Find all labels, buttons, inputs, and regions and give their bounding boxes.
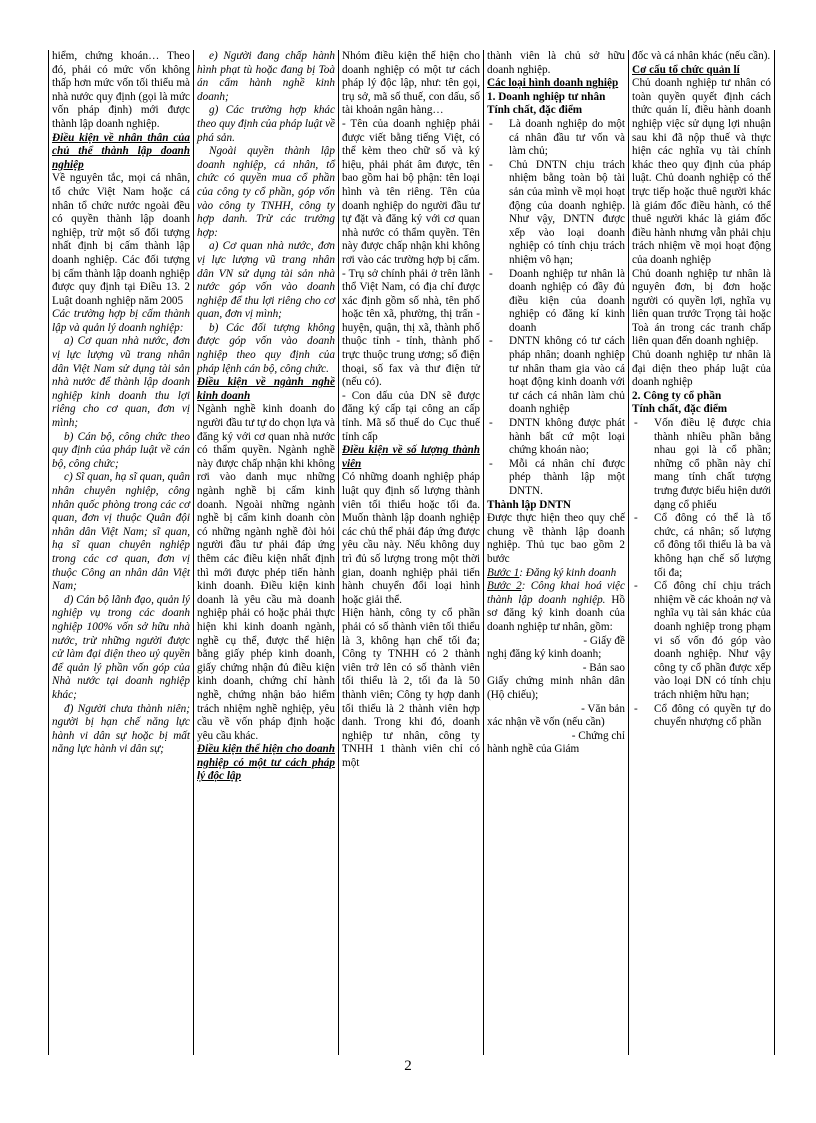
list-item: Giấy chứng minh nhân dân (Hộ chiếu); [487, 675, 625, 701]
paragraph: - Tên của doanh nghiệp phải được viết bằng tiếng Việt, có thể kèm theo chữ số và ký hiệu, phải phát âm được, tên bao gồm hai bộ phận: tên loại hình và tên riêng. Tên của doanh nghiệp do người đầu tư tự đặt và đăng ký với cơ quan nhà nước có thẩm quyền. Tên này được chấp nhận khi không rơi vào các trường hợp bị cấm. [342, 117, 480, 266]
feature-list [632, 417, 771, 730]
paragraph: hiểm, chứng khoán… Theo đó, phải có mức vốn không thấp hơn mức vốn tối thiểu mà nhà nước quy định (gọi là mức vốn pháp định) mới được thành lập doanh nghiệp. [52, 50, 190, 130]
list-item: đ) Người chưa thành niên; người bị hạn chế năng lực hành vi dân sự hoặc bị mất năng lực hành vi dân sự; [52, 702, 190, 756]
step-text: : Công khai hoá việc thành lập doanh nghiệp. [487, 580, 625, 606]
column-2 [194, 50, 339, 1055]
section-heading: Điều kiện về ngành nghề kinh doanh [197, 376, 335, 402]
paragraph: Chủ doanh nghiệp tư nhân có toàn quyền quyết định cách thức quản lí, điều hành doanh nghiệp việc sử dụng lợi nhuận sau khi đã nộp thuế và thực hiện các nghĩa vụ tài chính khác theo quy định của pháp luật. Chủ doanh nghiệp có thể trực tiếp hoặc thuê người khác là giám đốc điều hành, có thể thuê người khác là giám đốc điều hành nhưng vẫn phải chịu trách nhiệm về mọi hoạt động của doanh nghiệp [632, 77, 771, 266]
list-item: - DNTN không có tư cách pháp nhân; doanh nghiệp tư nhân tham gia vào cá hoạt động kinh doanh với tư cách cá nhân làm chủ doanh nghiệp [487, 335, 625, 417]
paragraph: thành viên là chủ sở hữu doanh nghiệp. [487, 50, 625, 76]
feature-list [487, 118, 625, 499]
text-columns [48, 50, 775, 1055]
subsection-heading: Thành lập DNTN [487, 498, 571, 511]
paragraph: Ngoài quyền thành lập doanh nghiệp, cá nhân, tổ chức có quyền mua cổ phần của công ty cổ phần, góp vốn vào công ty TNHH, công ty hợp danh. Trừ các trường hợp: [197, 145, 335, 239]
list-item: nghị đăng ký kinh doanh; [487, 648, 602, 661]
column-3 [339, 50, 484, 1055]
column-1 [49, 50, 194, 1055]
list-item: - DNTN không được phát hành bất cứ một loại chứng khoán nào; [487, 417, 625, 458]
list-item: b) Cán bộ, công chức theo quy định của pháp luật về cán bộ, công chức; [52, 430, 190, 470]
section-heading: 2. Công ty cổ phần [632, 389, 722, 402]
list-item: a) Cơ quan nhà nước, đơn vị lực lượng vũ trang nhân dân Việt Nam sử dụng tài sản nhà nước để thành lập doanh nghiệp kinh doanh thu lợi riêng cho cơ quan, đơn vị mình; [52, 335, 190, 430]
list-item: - Cổ đông chỉ chịu trách nhiệm về các khoản nợ và nghĩa vụ tài sản khác của doanh nghiệp trong phạm vi số vốn đó góp vào doanh nghiệp. Như vậy công ty cổ phần được xếp vào loại DN có tính chịu trách nhiệm hữu hạn; [632, 580, 771, 702]
list-item: - Chứng chỉ [571, 729, 625, 742]
paragraph: Các trường hợp bị cấm thành lập và quản lý doanh nghiệp: [52, 308, 190, 334]
paragraph: Có những doanh nghiệp pháp luật quy định số lượng thành viên tối thiểu hoặc tối đa. Muốn thành lập doanh nghiệp các chủ thể phải đáp ứng được yêu cầu này. Nếu không duy trì đủ số lượng trong một thời gian, doanh nghiệp phải tiến hành chuyển đổi loại hình hoặc giải thể. [342, 471, 480, 606]
section-heading: Điều kiện về số lượng thành viên [342, 444, 480, 470]
section-heading: Cơ cấu tổ chức quản lí [632, 63, 740, 76]
section-heading: Điều kiện về nhân thân của chủ thể thành lập doanh nghiệp [52, 131, 190, 171]
list-item: - Cổ đông có quyền tự do chuyển nhượng cổ phần [632, 703, 771, 730]
paragraph: - Trụ sở chính phải ở trên lãnh thổ Việt Nam, có địa chỉ được xác định gồm số nhà, tên phố hoặc tên xã, phường, thị trấn - huyện, quận, thị xã, thành phố thuộc tỉnh - tỉnh, thành phố trực thuộc trung ương; số điện thoại, số fax và thư điện tử (nếu có). [342, 267, 480, 389]
subsection-heading: Tính chất, đặc điểm [487, 104, 583, 117]
list-item: - Vốn điều lệ được chia thành nhiều phần bằng nhau gọi là cổ phần; những cổ phần này chỉ mang tính chất tượng trưng được biểu hiện dưới dạng cổ phiếu [632, 417, 771, 512]
list-item: a) Cơ quan nhà nước, đơn vị lực lượng vũ trang nhân dân VN sử dụng tài sản nhà nước góp vốn vào doanh nghiệp để thu lợi riêng cho cơ quan, đơn vị mình; [197, 240, 335, 321]
list-item: - Doanh nghiệp tư nhân là doanh nghiệp có đầy đủ điều kiện của doanh nghiệp có đăng kí kinh doanh [487, 268, 625, 336]
paragraph: - Con dấu của DN sẽ được đăng ký cấp tại công an cấp tỉnh. Mã số thuế do Cục thuế tỉnh cấp [342, 389, 480, 443]
paragraph: Hồ sơ đăng ký kinh doanh của doanh nghiệp tư nhân, gồm: [487, 593, 625, 633]
list-item: - Giấy đề [583, 634, 625, 647]
step-label: Bước 2 [487, 580, 522, 593]
step-text: : Đăng ký kinh doanh [519, 566, 617, 579]
step-label: Bước 1 [487, 566, 520, 579]
subsection-heading: Tính chất, đặc điểm [632, 403, 728, 416]
section-heading: Điều kiện thể hiện cho doanh nghiệp có một tư cách pháp lý độc lập [197, 743, 335, 783]
paragraph: Hiện hành, công ty cổ phần phải có số thành viên tối thiểu là 3, không hạn chế tối đa; Công ty TNHH có 2 thành viên trở lên có số thành viên tối thiểu là 2, tối đa là 50 thành viên; Công ty hợp danh tối thiểu là 2 thành viên hợp danh. Trong khi đó, doanh nghiệp tư nhân, công ty TNHH 1 thành viên chỉ có một [342, 607, 480, 769]
paragraph: đốc và cá nhân khác (nếu cần). [632, 50, 771, 62]
page-number: 2 [404, 1058, 412, 1074]
section-heading: Các loại hình doanh nghiệp [487, 77, 619, 90]
list-item: hành nghề của Giám [487, 743, 580, 756]
list-item: g) Các trường hợp khác theo quy định của pháp luật về phá sản. [197, 104, 335, 144]
list-item: - Là doanh nghiệp do một cá nhân đầu tư vốn và làm chủ; [487, 118, 625, 159]
step-2 [487, 580, 625, 634]
list-item: - Chủ DNTN chịu trách nhiệm bằng toàn bộ tài sản của mình về mọi hoạt động của doanh nghiệp. Như vậy, DNTN được xếp vào loại doanh nghiệp có tính chịu trách nhiệm vô hạn; [487, 159, 625, 268]
step-1 [487, 567, 625, 581]
section-heading: 1. Doanh nghiệp tư nhân [487, 90, 606, 103]
list-item: c) Sĩ quan, hạ sĩ quan, quân nhân chuyên nghiệp, công nhân quốc phòng trong các cơ quan, đơn vị thuộc Quân đội nhân dân Việt Nam; sĩ quan, hạ sĩ quan chuyên nghiệp trong các cơ quan, đơn vị thuộc Công an nhân dân Việt Nam; [52, 471, 190, 593]
list-item: - Văn bản [581, 702, 625, 715]
column-4 [484, 50, 629, 1055]
paragraph: Được thực hiện theo quy chế chung về thành lập doanh nghiệp. Thủ tục bao gồm 2 bước [487, 512, 625, 565]
paragraph: Chủ doanh nghiệp tư nhân là nguyên đơn, bị đơn hoặc người có quyền lợi, nghĩa vụ liên quan trước Trọng tài hoặc Toà án trong các tranh chấp liên quan đến doanh nghiệp. [632, 267, 771, 348]
paragraph: Ngành nghề kinh doanh do người đầu tư tự do chọn lựa và đăng ký với cơ quan nhà nước có thẩm quyền. Ngành nghề này được chấp nhận khi không rơi vào danh mục những ngành nghề bị cấm kinh doanh. Ngoài những ngành nghề bị cấm kinh doanh còn có những ngành nghề đòi hỏi người đầu tư phải đáp ứng thêm các điều kiện nhất định thì mới được phép tiến hành kinh doanh. Điều kiện kinh doanh là yêu cầu mà doanh nghiệp phải có hoặc phải thực hiện khi kinh doanh ngành, nghề cụ thể, được thể hiện bằng giấy phép kinh doanh, giấy chứng nhận đủ điều kiện kinh doanh, chứng chỉ hành nghề, chứng nhận bảo hiểm trách nhiệm nghề nghiệp, yêu cầu về vốn pháp định hoặc yêu cầu khác. [197, 403, 335, 742]
list-item: - Bản sao [582, 661, 625, 674]
list-item: b) Các đối tượng không được góp vốn vào doanh nghiệp theo quy định của pháp lệnh cán bộ, công chức. [197, 321, 335, 375]
paragraph: Về nguyên tắc, mọi cá nhân, tổ chức Việt Nam hoặc cá nhân tổ chức nước ngoài đều có quyền thành lập doanh nghiệp, trừ một số đối tượng nhất định bị cấm thành lập doanh nghiệp. Các đối tượng bị cấm thành lập doanh nghiệp được quy định tại Điều 13. 2 Luật doanh nghiệp năm 2005 [52, 172, 190, 307]
list-item: d) Cán bộ lãnh đạo, quản lý nghiệp vụ trong các doanh nghiệp 100% vốn sở hữu nhà nước, trừ những người được cử làm đại diện theo uỷ quyền để quản lý phần vốn góp của Nhà nước tại doanh nghiệp khác; [52, 593, 190, 701]
list-item: - Mỗi cá nhân chỉ được phép thành lập một DNTN. [487, 458, 625, 499]
column-5 [629, 50, 774, 1055]
list-item: e) Người đang chấp hành hình phạt tù hoặc đang bị Toà án cấm hành nghề kinh doanh; [197, 50, 335, 103]
list-item: - Cổ đông có thể là tổ chức, cá nhân; số lượng cổ đông tối thiểu là ba và không hạn chế số lượng tối đa; [632, 512, 771, 580]
list-item: xác nhận về vốn (nếu cần) [487, 716, 605, 729]
paragraph: Chủ doanh nghiệp tư nhân là đại diện theo pháp luật của doanh nghiệp [632, 349, 771, 389]
paragraph: Nhóm điều kiện thể hiện cho doanh nghiệp có một tư cách pháp lý độc lập, như: tên gọi, trụ sở, mã số thuế, con dấu, số tài khoản ngân hàng… [342, 50, 480, 117]
